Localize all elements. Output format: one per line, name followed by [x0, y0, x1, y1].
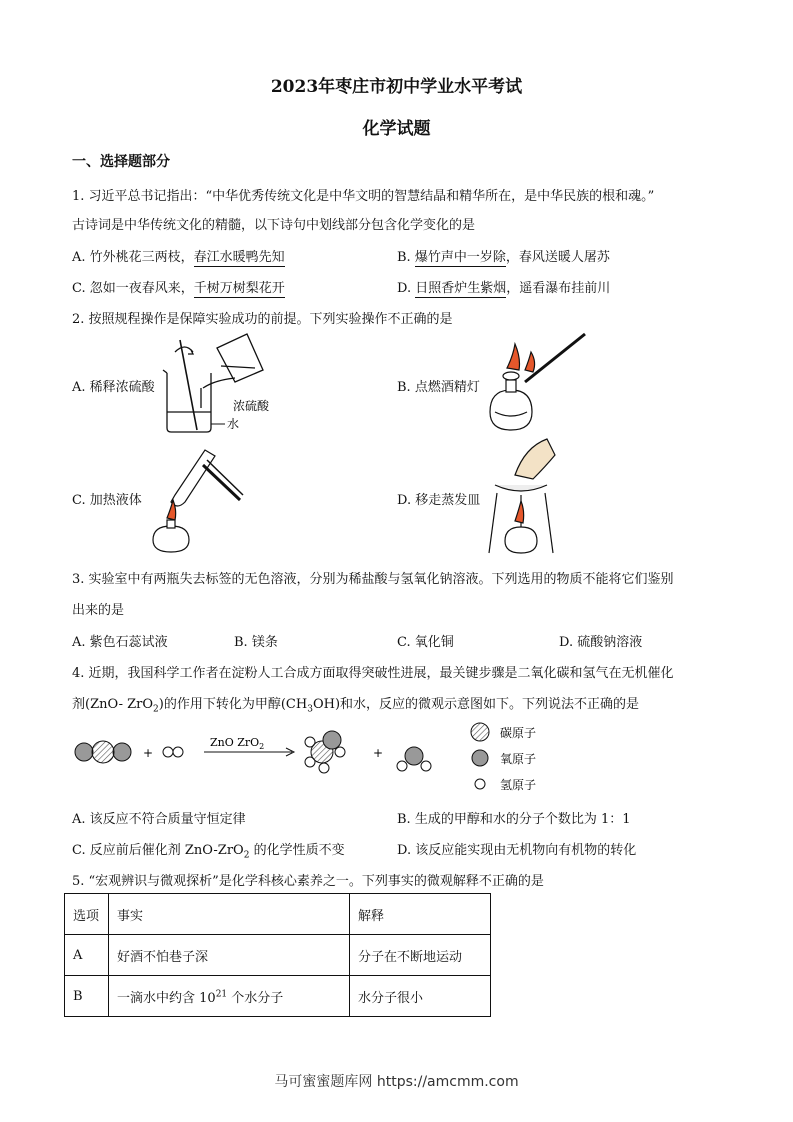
page-subtitle: 化学试题	[362, 119, 431, 139]
q1-option-a-prefix: A. 竹外桃花三两枝，	[72, 250, 194, 265]
q2-option-c: C. 加热液体	[72, 493, 142, 508]
q1-option-c	[72, 277, 285, 296]
catalyst-label	[210, 736, 264, 751]
q4-option-d: D. 该反应能实现由无机物向有机物的转化	[397, 843, 637, 858]
q4-stem-sub1: 2	[153, 704, 159, 715]
table-header-fact: 事实	[109, 894, 350, 935]
catalyst-label-sub: 2	[259, 742, 265, 751]
q1-option-d-prefix: D.	[397, 281, 416, 296]
q3-option-a: A. 紫色石蕊试液	[72, 635, 168, 650]
table-header-row	[65, 894, 491, 935]
q4-stem-part3: OH)和水，反应的微观示意图如下。下列说法不正确的是	[312, 697, 640, 712]
q3-option-d: D. 硫酸钠溶液	[559, 635, 643, 650]
q4-stem-sub2: 3	[307, 704, 313, 715]
q1-option-d-suffix: ，遥看瀑布挂前川	[506, 281, 611, 296]
co2-oxygen-atom-1	[75, 743, 93, 761]
q5-table	[64, 893, 491, 1017]
q4-option-b: B. 生成的甲醇和水的分子个数比为 1：1	[397, 812, 631, 827]
section-heading: 一、选择题部分	[72, 154, 170, 170]
table-row	[65, 976, 491, 1017]
table-cell-fact	[109, 976, 350, 1017]
q4-option-c-sub: 2	[243, 850, 250, 861]
q1-option-b-suffix: ，春风送暖人屠苏	[505, 250, 610, 265]
footer-watermark: 马可蜜蜜题库网 https://amcmm.com	[274, 1074, 519, 1090]
legend-hydrogen-icon	[475, 779, 485, 789]
q1-option-b-prefix: B.	[397, 250, 415, 265]
dilute-acid-figure	[155, 330, 275, 435]
q3-stem-line2: 出来的是	[72, 603, 125, 618]
table-cell-fact: 好酒不怕巷子深	[109, 935, 350, 976]
table-cell-option: A	[65, 935, 109, 976]
q4-stem-part2: )的作用下转化为甲醇(CH	[158, 697, 308, 712]
q1-option-d	[397, 277, 610, 296]
legend-oxygen-icon	[472, 750, 488, 766]
legend-hydrogen-label: 氢原子	[500, 778, 537, 792]
fact-text-b: 个水分子	[227, 990, 284, 1006]
table-header-option: 选项	[65, 894, 109, 935]
move-dish-figure	[485, 435, 560, 560]
fact-sup: 21	[215, 989, 228, 1000]
legend-carbon-icon	[471, 723, 489, 741]
q1-option-a	[72, 246, 285, 265]
q4-stem-line1: 4. 近期，我国科学工作者在淀粉人工合成方面取得突破性进展，最关键步骤是二氧化碳和氢气在无机催化	[72, 666, 674, 681]
fact-text-a: 一滴水中约含 10	[117, 990, 216, 1006]
page-title: 2023年枣庄市初中学业水平考试	[270, 77, 523, 97]
table-cell-option: B	[65, 976, 109, 1017]
q3-option-c: C. 氧化铜	[397, 635, 454, 650]
legend-oxygen-label: 氧原子	[500, 752, 537, 766]
water-oxygen-atom	[405, 747, 423, 765]
q4-option-c-part1: C. 反应前后催化剂 ZnO-ZrO	[72, 843, 244, 858]
q3-stem-line1: 3. 实验室中有两瓶失去标签的无色溶液，分别为稀盐酸与氢氧化钠溶液。下列选用的物质不能将它们鉴别	[72, 572, 674, 587]
q1-option-b	[397, 246, 610, 265]
q1-option-b-underline: 爆竹声中一岁除	[414, 250, 506, 265]
water-label: 水	[227, 417, 240, 431]
co2-oxygen-atom-2	[113, 743, 131, 761]
plus-sign-2: +	[373, 746, 384, 760]
co2-carbon-atom	[92, 741, 114, 763]
light-lamp-figure	[485, 330, 590, 435]
q4-option-c	[72, 839, 345, 861]
acid-label: 浓硫酸	[233, 399, 270, 413]
q4-option-a: A. 该反应不符合质量守恒定律	[72, 812, 246, 827]
plus-sign-1: +	[143, 746, 154, 760]
q2-option-b: B. 点燃酒精灯	[397, 380, 480, 395]
q5-stem: 5. “宏观辨识与微观探析”是化学科核心素养之一。下列事实的微观解释不正确的是	[72, 874, 544, 889]
q1-option-c-underline: 千树万树梨花开	[193, 281, 285, 296]
q1-stem-line1: 1. 习近平总书记指出：“中华优秀传统文化是中华文明的智慧结晶和精华所在，是中华民族的根和魂。”	[72, 189, 655, 204]
q2-stem: 2. 按照规程操作是保障实验成功的前提。下列实验操作不正确的是	[72, 312, 453, 327]
h2-atom-1	[163, 747, 173, 757]
q4-stem-part1: 剂(ZnO- ZrO	[72, 697, 154, 712]
q1-option-a-underline: 春江水暖鸭先知	[193, 250, 285, 265]
reaction-diagram	[70, 720, 550, 800]
q1-option-d-underline: 日照香炉生紫烟	[415, 281, 507, 296]
q4-stem-line2	[72, 693, 639, 715]
catalyst-label-main: ZnO ZrO	[210, 736, 260, 749]
heat-liquid-figure	[145, 440, 245, 555]
table-row	[65, 935, 491, 976]
methanol-oxygen-atom	[323, 731, 341, 749]
legend-carbon-label: 碳原子	[500, 726, 537, 740]
table-cell-explanation: 分子在不断地运动	[350, 935, 491, 976]
q1-stem-line2: 古诗词是中华传统文化的精髓，以下诗句中划线部分包含化学变化的是	[72, 218, 476, 233]
q3-option-b: B. 镁条	[234, 635, 278, 650]
q4-option-c-part2: 的化学性质不变	[249, 843, 345, 858]
table-header-explanation: 解释	[350, 894, 491, 935]
q2-option-a: A. 稀释浓硫酸	[72, 380, 155, 395]
q1-option-c-prefix: C. 忽如一夜春风来，	[72, 281, 194, 296]
table-cell-explanation: 水分子很小	[350, 976, 491, 1017]
q2-option-d: D. 移走蒸发皿	[397, 493, 481, 508]
h2-atom-2	[173, 747, 183, 757]
